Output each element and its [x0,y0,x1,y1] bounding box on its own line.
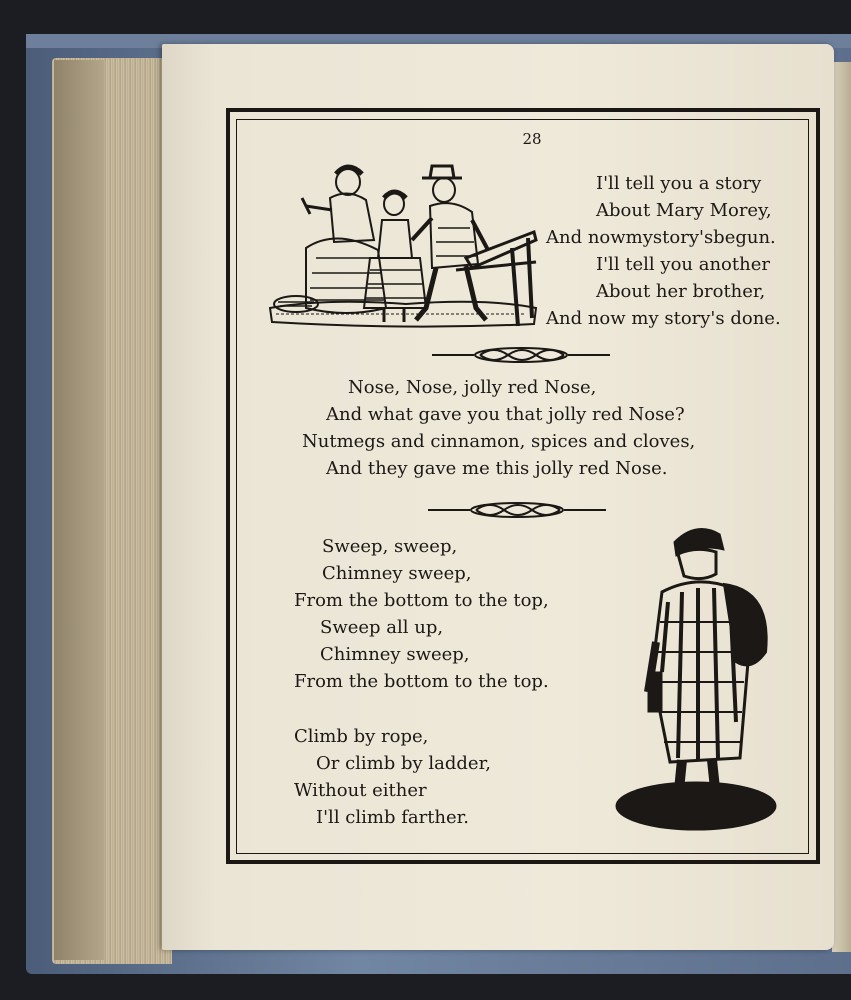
verse-sweep [294,533,604,695]
verse-line: And what gave you that jolly red Nose? [326,404,685,425]
page-edge-right [832,62,851,952]
verse-line: About Mary Morey, [596,200,772,221]
ornamental-divider [432,343,610,367]
verse-line: Sweep all up, [320,617,444,638]
page-stack-shadow [54,60,104,960]
verse-line: Chimney sweep, [322,563,472,584]
verse-story [546,170,796,332]
verse-line: From the bottom to the top, [294,590,549,611]
verse-line: And now my story's done. [546,308,781,329]
verse-line: From the bottom to the top. [294,671,549,692]
verse-line: And they gave me this jolly red Nose. [326,458,668,479]
verse-line: Nutmegs and cinnamon, spices and cloves, [302,431,696,452]
verse-line: Nose, Nose, jolly red Nose, [348,377,597,398]
verse-line: Chimney sweep, [320,644,470,665]
verse-line: And nowmystory'sbegun. [546,227,776,248]
verse-line: Or climb by ladder, [316,753,491,774]
verse-line: I'll climb farther. [316,807,470,828]
page-number: 28 [522,130,542,148]
chimney-sweep-woodcut-illustration [612,522,780,834]
verse-line: Sweep, sweep, [322,536,458,557]
ornamental-divider [428,498,606,522]
verse-climb [294,723,554,831]
family-woodcut-illustration [266,158,542,330]
verse-line: Climb by rope, [294,726,429,747]
verse-line: Without either [294,780,427,801]
verse-line: I'll tell you a story [596,173,762,194]
verse-nose [296,374,766,482]
verse-line: About her brother, [596,281,766,302]
verse-line: I'll tell you another [596,254,770,275]
